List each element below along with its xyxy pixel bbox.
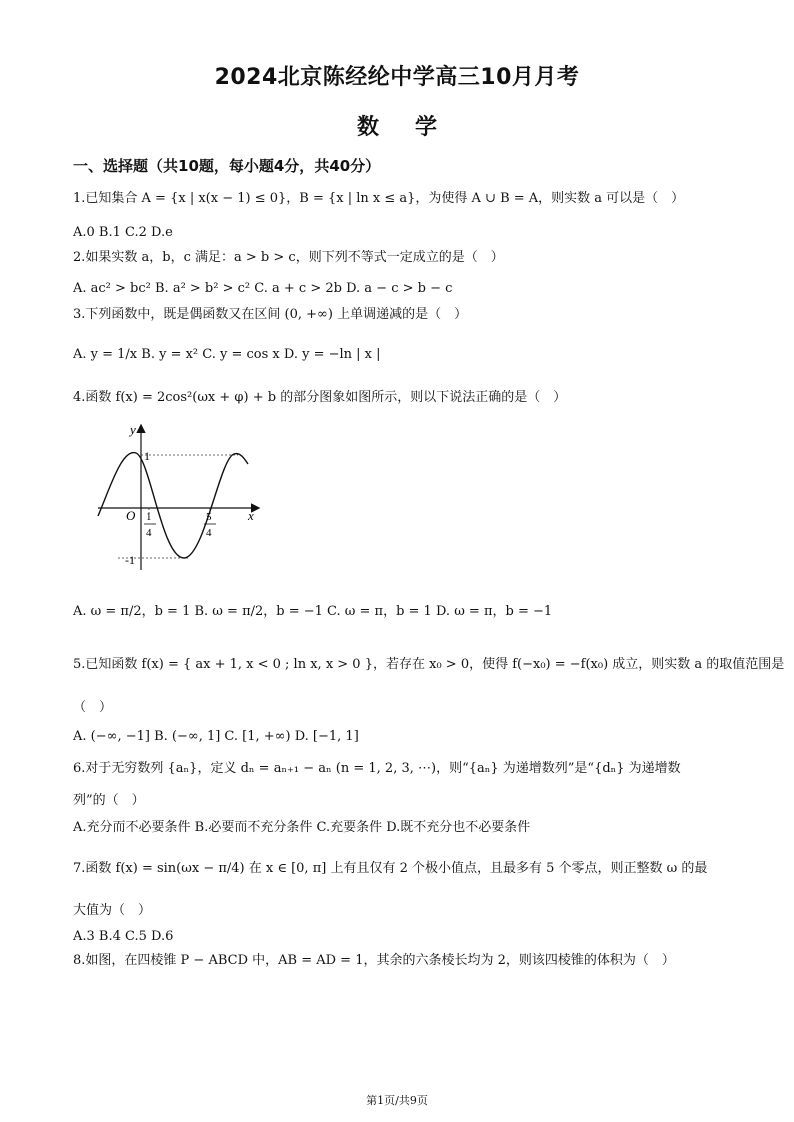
cosine-graph: [80, 418, 270, 578]
exam-subject: 数学: [356, 115, 473, 140]
cosine-curve: [98, 453, 248, 558]
tick-quarter-den: 4: [146, 527, 152, 539]
tick-one-label: 1: [144, 449, 150, 463]
question-8-stem: 8.如图，在四棱锥 P − ABCD 中，AB = AD = 1，其余的六条棱长均为 2，则该四棱锥的体积为（ ）: [73, 953, 675, 968]
y-axis-label: y: [130, 422, 136, 437]
question-5-options: A. (−∞, −1] B. (−∞, 1] C. [1, +∞) D. [−1, 1]: [73, 729, 359, 744]
question-3-options: A. y = 1/x B. y = x² C. y = cos x D. y = −ln | x |: [73, 347, 381, 362]
question-4-stem: 4.函数 f(x) = 2cos²(ωx + φ) + b 的部分图象如图所示，则以下说法正确的是（ ）: [73, 390, 567, 405]
tick-five-quarter-num: 5: [206, 511, 212, 523]
question-7-stem-cont: 大值为（ ）: [73, 903, 152, 918]
origin-label: O: [126, 508, 136, 523]
x-axis-label: x: [248, 508, 254, 523]
question-7-stem: 7.函数 f(x) = sin(ωx − π/4) 在 x ∈ [0, π] 上有且仅有 2 个极小值点，且最多有 5 个零点，则正整数 ω 的最: [73, 861, 708, 876]
question-5-stem-cont: （ ）: [73, 700, 113, 715]
question-6-stem: 6.对于无穷数列 {aₙ}，定义 dₙ = aₙ₊₁ − aₙ (n = 1, 2, 3, ⋯)，则“{aₙ} 为递增数列”是“{dₙ} 为递增数: [73, 761, 681, 776]
section-heading: 一、选择题（共10题，每小题4分，共40分）: [73, 157, 381, 175]
question-3-stem: 3.下列函数中，既是偶函数又在区间 (0, +∞) 上单调递减的是（ ）: [73, 307, 468, 322]
question-2-stem: 2.如果实数 a，b，c 满足：a > b > c，则下列不等式一定成立的是（ ）: [73, 250, 504, 265]
question-6-options: A.充分而不必要条件 B.必要而不充分条件 C.充要条件 D.既不充分也不必要条件: [73, 820, 531, 835]
question-5-stem: 5.已知函数 f(x) = { ax + 1, x < 0 ; ln x, x > 0 }，若存在 x₀ > 0，使得 f(−x₀) = −f(x₀) 成立，则实数 a 的取值范围是: [73, 657, 785, 672]
question-4-options: A. ω = π/2，b = 1 B. ω = π/2，b = −1 C. ω = π，b = 1 D. ω = π，b = −1: [73, 604, 553, 619]
question-6-stem-cont: 列”的（ ）: [73, 793, 145, 808]
tick-neg-one-label: -1: [125, 553, 135, 567]
exam-title: 2024北京陈经纶中学高三10月月考: [214, 65, 580, 90]
page-footer: 第1页/共9页: [366, 1094, 428, 1107]
question-1-stem: 1.已知集合 A = {x | x(x − 1) ≤ 0}，B = {x | ln x ≤ a}，为使得 A ∪ B = A，则实数 a 可以是（ ）: [73, 191, 685, 206]
tick-five-quarter-den: 4: [206, 527, 212, 539]
tick-quarter-num: 1: [146, 511, 152, 523]
question-2-options: A. ac² > bc² B. a² > b² > c² C. a + c > 2b D. a − c > b − c: [73, 281, 453, 296]
question-1-options: A.0 B.1 C.2 D.e: [73, 225, 173, 240]
question-7-options: A.3 B.4 C.5 D.6: [73, 929, 174, 944]
